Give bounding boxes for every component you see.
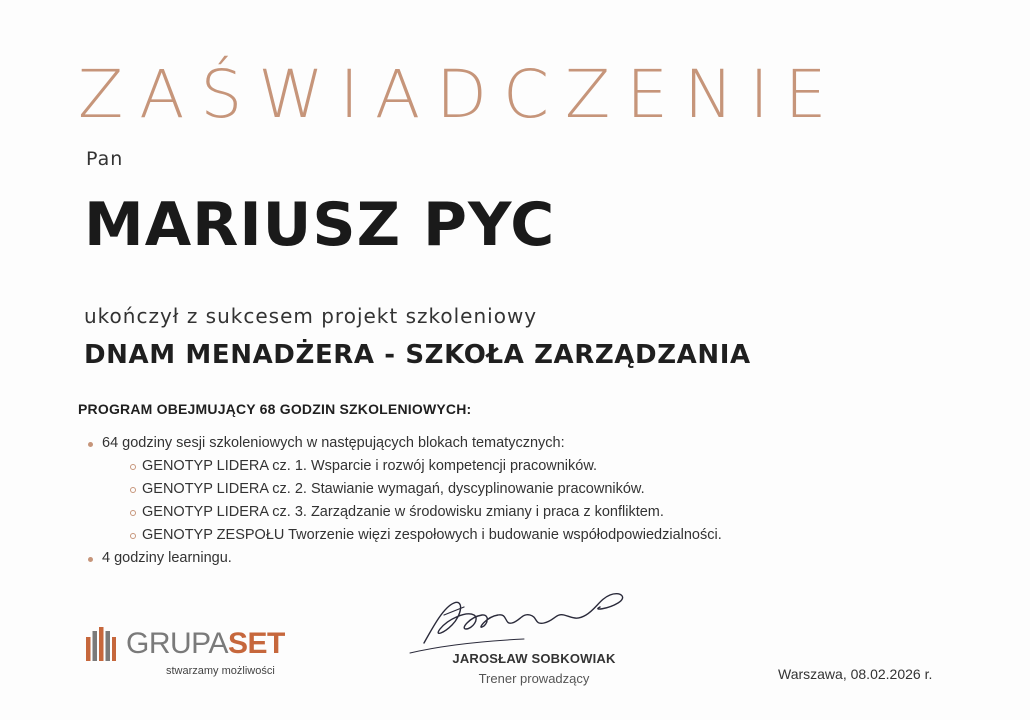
signer-role: Trener prowadzący [478, 671, 590, 686]
completion-text: ukończył z sukcesem projekt szkoleniowy [84, 304, 538, 328]
certificate-title: ZAŚWIADCZENIE [78, 56, 843, 133]
project-name: DNAM MENADŻERA - SZKOŁA ZARZĄDZANIA [84, 340, 751, 370]
signature-block [404, 585, 644, 685]
signer-name: JAROSŁAW SOBKOWIAK [452, 651, 616, 666]
salutation: Pan [86, 148, 124, 170]
program-subitem: GENOTYP ZESPOŁU Tworzenie więzi zespołowych i budowanie współodpowiedzialności. [130, 524, 848, 547]
program-item-text: 64 godziny sesji szkoleniowych w następujących blokach tematycznych: [102, 435, 565, 451]
program-item [88, 432, 848, 547]
recipient-name: MARIUSZ PYC [84, 190, 556, 260]
program-heading: PROGRAM OBEJMUJĄCY 68 GODZIN SZKOLENIOWYCH: [78, 401, 472, 417]
program-subitem: GENOTYP LIDERA cz. 3. Zarządzanie w środowisku zmiany i praca z konfliktem. [130, 501, 848, 524]
program-sublist [102, 455, 848, 547]
program-subitem: GENOTYP LIDERA cz. 1. Wsparcie i rozwój kompetencji pracowników. [130, 455, 848, 478]
program-list [88, 432, 848, 570]
logo-wordmark [126, 629, 285, 659]
program-item [88, 547, 848, 570]
program-item-text: 4 godziny learningu. [102, 550, 232, 566]
logo-bars-icon [86, 627, 116, 661]
logo-word-set: SET [227, 627, 285, 660]
place-date: Warszawa, 08.02.2026 r. [778, 666, 933, 682]
program-subitem: GENOTYP LIDERA cz. 2. Stawianie wymagań, dyscyplinowanie pracowników. [130, 478, 848, 501]
logo-word-grupa: GRUPA [126, 627, 228, 660]
company-logo [86, 625, 286, 681]
logo-tagline: stwarzamy możliwości [166, 665, 275, 677]
handwritten-signature [404, 585, 644, 655]
